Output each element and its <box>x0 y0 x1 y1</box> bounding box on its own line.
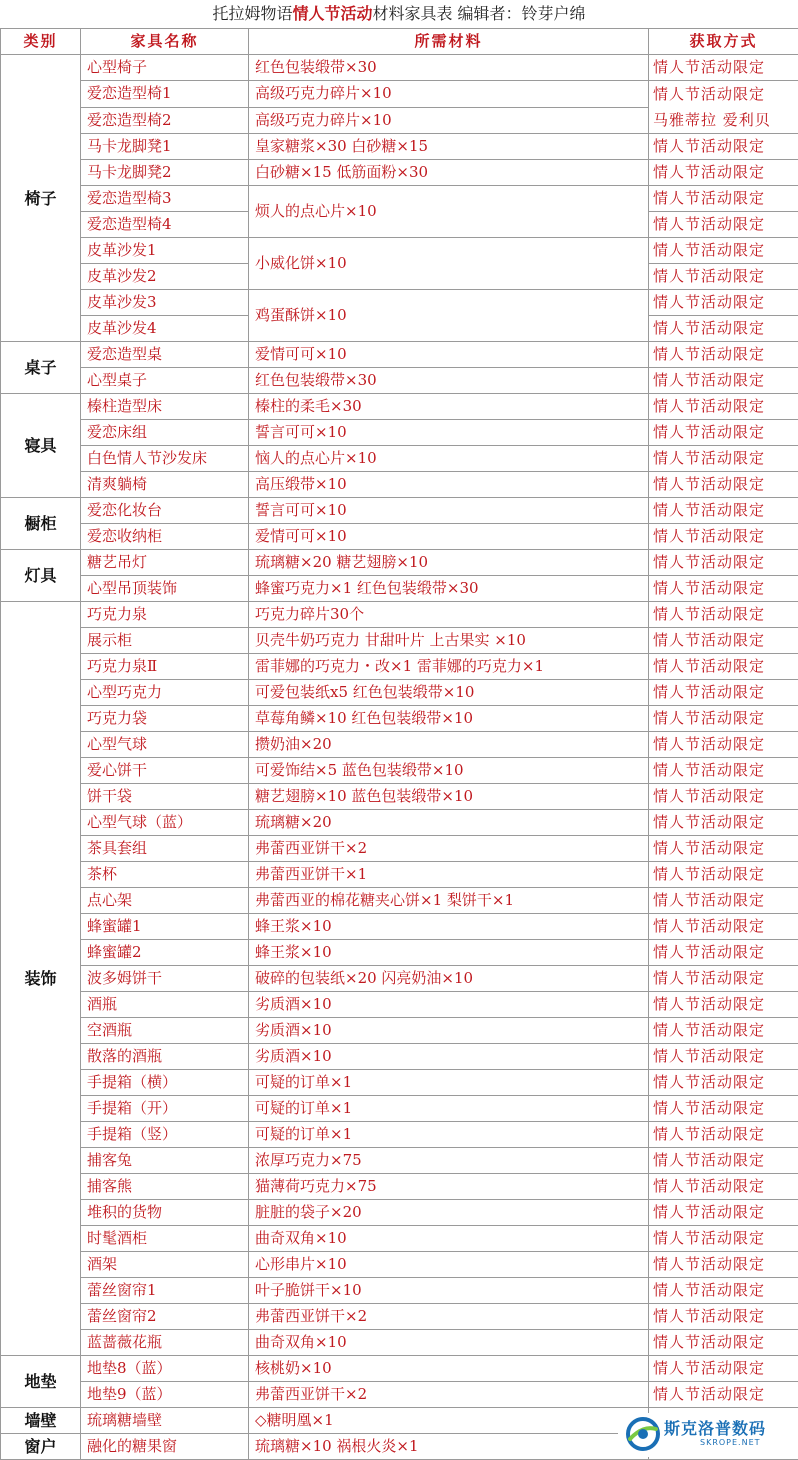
furniture-name: 蜂蜜罐2 <box>81 940 249 966</box>
table-row <box>1 654 798 680</box>
table-row <box>1 628 798 654</box>
source-cell: 情人节活动限定 <box>649 1278 798 1304</box>
furniture-name: 手提箱（竖） <box>81 1122 249 1148</box>
source-cell: 情人节活动限定 <box>649 628 798 654</box>
furniture-name: 爱心饼干 <box>81 758 249 784</box>
source-cell: 情人节活动限定 <box>649 1096 798 1122</box>
source-cell: 情人节活动限定 <box>649 784 798 810</box>
material-cell: 弗蕾西亚饼干×2 <box>249 1304 649 1330</box>
furniture-name: 心型吊顶装饰 <box>81 576 249 602</box>
source-cell: 情人节活动限定 <box>649 498 798 524</box>
source-cell: 情人节活动限定 <box>649 342 798 368</box>
header-materials: 所需材料 <box>249 29 649 55</box>
source-cell: 情人节活动限定 <box>649 1330 798 1356</box>
table-row <box>1 342 798 368</box>
source-cell: 情人节活动限定 <box>649 524 798 550</box>
source-cell: 情人节活动限定 <box>649 1304 798 1330</box>
table-row <box>1 1382 798 1408</box>
table-row <box>1 81 798 108</box>
table-row <box>1 1200 798 1226</box>
table-row <box>1 810 798 836</box>
table-row <box>1 1148 798 1174</box>
category-chair: 椅子 <box>1 55 81 342</box>
furniture-name: 爱恋收纳柜 <box>81 524 249 550</box>
table-row <box>1 420 798 446</box>
furniture-name: 蜂蜜罐1 <box>81 914 249 940</box>
material-cell: 弗蕾西亚饼干×1 <box>249 862 649 888</box>
header-category: 类别 <box>1 29 81 55</box>
material-cell: 爱情可可×10 <box>249 524 649 550</box>
material-cell: 烦人的点心片×10 <box>249 186 649 238</box>
furniture-name: 爱恋床组 <box>81 420 249 446</box>
furniture-name: 茶具套组 <box>81 836 249 862</box>
source-cell: 情人节活动限定 <box>649 654 798 680</box>
material-cell: 誓言可可×10 <box>249 498 649 524</box>
table-row <box>1 55 798 81</box>
material-cell: 劣质酒×10 <box>249 1044 649 1070</box>
table-row <box>1 368 798 394</box>
source-cell: 情人节活动限定 <box>649 680 798 706</box>
material-cell: 弗蕾西亚饼干×2 <box>249 1382 649 1408</box>
material-cell: 誓言可可×10 <box>249 420 649 446</box>
material-cell: 蜂蜜巧克力×1 红色包装缎带×30 <box>249 576 649 602</box>
title-suffix: 材料家具表 编辑者：铃芽户绵 <box>372 4 585 23</box>
material-cell: 琉璃糖×20 糖艺翅膀×10 <box>249 550 649 576</box>
title-highlight: 情人节活动 <box>292 4 372 23</box>
source-line: 情人节活动限定 <box>653 81 798 107</box>
furniture-name: 蓝蔷薇花瓶 <box>81 1330 249 1356</box>
furniture-name: 地垫9（蓝） <box>81 1382 249 1408</box>
material-cell: 糖艺翅膀×10 蓝色包装缎带×10 <box>249 784 649 810</box>
material-cell: 可爱包装纸x5 红色包装缎带×10 <box>249 680 649 706</box>
furniture-name: 地垫8（蓝） <box>81 1356 249 1382</box>
source-cell: 情人节活动限定 <box>649 1200 798 1226</box>
table-row <box>1 1070 798 1096</box>
furniture-name: 马卡龙脚凳2 <box>81 160 249 186</box>
table-row <box>1 1226 798 1252</box>
table-row <box>1 1122 798 1148</box>
table-row <box>1 940 798 966</box>
source-cell: 情人节活动限定 <box>649 420 798 446</box>
table-row <box>1 1304 798 1330</box>
watermark-sub: SKROPE.NET <box>700 1438 761 1447</box>
table-row <box>1 784 798 810</box>
table-row <box>1 576 798 602</box>
furniture-table <box>0 28 798 1460</box>
swirl-logo-icon <box>626 1417 660 1451</box>
furniture-name: 融化的糖果窗 <box>81 1434 249 1460</box>
furniture-name: 爱恋造型椅2 <box>81 107 249 134</box>
material-cell: 琉璃糖×20 <box>249 810 649 836</box>
table-row <box>1 732 798 758</box>
furniture-name: 堆积的货物 <box>81 1200 249 1226</box>
furniture-name: 空酒瓶 <box>81 1018 249 1044</box>
material-cell: 弗蕾西亚的棉花糖夹心饼×1 梨饼干×1 <box>249 888 649 914</box>
furniture-name: 心型椅子 <box>81 55 249 81</box>
source-cell: 情人节活动限定 <box>649 472 798 498</box>
category-table: 桌子 <box>1 342 81 394</box>
table-row <box>1 1018 798 1044</box>
material-cell: 核桃奶×10 <box>249 1356 649 1382</box>
table-row <box>1 394 798 420</box>
source-cell: 情人节活动限定 <box>649 862 798 888</box>
source-cell: 情人节活动限定 <box>649 134 798 160</box>
furniture-name: 清爽躺椅 <box>81 472 249 498</box>
material-cell: 蜂王浆×10 <box>249 914 649 940</box>
source-cell: 情人节活动限定 <box>649 550 798 576</box>
table-row <box>1 550 798 576</box>
table-row <box>1 1356 798 1382</box>
furniture-name: 爱恋造型椅1 <box>81 81 249 108</box>
table-row <box>1 134 798 160</box>
source-cell: 情人节活动限定 <box>649 836 798 862</box>
furniture-name: 蕾丝窗帘2 <box>81 1304 249 1330</box>
table-row <box>1 602 798 628</box>
table-row <box>1 914 798 940</box>
table-row <box>1 290 798 316</box>
material-cell: 攒奶油×20 <box>249 732 649 758</box>
table-row <box>1 680 798 706</box>
category-cabinet: 橱柜 <box>1 498 81 550</box>
furniture-name: 爱恋造型椅4 <box>81 212 249 238</box>
material-cell: 红色包装缎带×30 <box>249 55 649 81</box>
furniture-name: 马卡龙脚凳1 <box>81 134 249 160</box>
source-line: 马雅蒂拉 爱利贝 <box>653 107 798 133</box>
header-name: 家具名称 <box>81 29 249 55</box>
table-row <box>1 992 798 1018</box>
furniture-name: 波多姆饼干 <box>81 966 249 992</box>
furniture-name: 心型气球（蓝） <box>81 810 249 836</box>
source-cell: 情人节活动限定 <box>649 992 798 1018</box>
material-cell: 爱情可可×10 <box>249 342 649 368</box>
source-cell: 情人节活动限定 <box>649 1174 798 1200</box>
source-cell: 情人节活动限定 <box>649 1382 798 1408</box>
source-cell: 情人节活动限定 <box>649 888 798 914</box>
table-row <box>1 498 798 524</box>
source-cell: 情人节活动限定 <box>649 732 798 758</box>
table-row <box>1 758 798 784</box>
material-cell: 高压缎带×10 <box>249 472 649 498</box>
material-cell: 高级巧克力碎片×10 <box>249 81 649 108</box>
table-row <box>1 1044 798 1070</box>
table-row <box>1 1096 798 1122</box>
material-cell: 可疑的订单×1 <box>249 1122 649 1148</box>
category-lamp: 灯具 <box>1 550 81 602</box>
material-cell: 可爱饰结×5 蓝色包装缎带×10 <box>249 758 649 784</box>
material-cell: 浓厚巧克力×75 <box>249 1148 649 1174</box>
source-cell: 情人节活动限定 <box>649 55 798 81</box>
material-cell: 白砂糖×15 低筋面粉×30 <box>249 160 649 186</box>
table-row <box>1 472 798 498</box>
table-row <box>1 446 798 472</box>
source-cell: 情人节活动限定 <box>649 706 798 732</box>
category-bed: 寝具 <box>1 394 81 498</box>
title-prefix: 托拉姆物语 <box>212 4 292 23</box>
material-cell: 可疑的订单×1 <box>249 1070 649 1096</box>
table-row <box>1 160 798 186</box>
furniture-name: 酒瓶 <box>81 992 249 1018</box>
source-cell: 情人节活动限定 <box>649 1356 798 1382</box>
source-cell: 情人节活动限定 <box>649 264 798 290</box>
material-cell: 草莓角鳞×10 红色包装缎带×10 <box>249 706 649 732</box>
furniture-name: 爱恋造型桌 <box>81 342 249 368</box>
material-cell: 雷菲娜的巧克力・改×1 雷菲娜的巧克力×1 <box>249 654 649 680</box>
material-cell: ◇糖明凰×1 <box>249 1408 649 1434</box>
furniture-name: 散落的酒瓶 <box>81 1044 249 1070</box>
furniture-name: 心型桌子 <box>81 368 249 394</box>
material-cell: 弗蕾西亚饼干×2 <box>249 836 649 862</box>
source-cell: 情人节活动限定 <box>649 966 798 992</box>
furniture-name: 巧克力袋 <box>81 706 249 732</box>
material-cell: 曲奇双角×10 <box>249 1226 649 1252</box>
furniture-name: 心型巧克力 <box>81 680 249 706</box>
source-cell: 情人节活动限定 <box>649 758 798 784</box>
material-cell: 鸡蛋酥饼×10 <box>249 290 649 342</box>
source-cell: 情人节活动限定 <box>649 940 798 966</box>
material-cell: 巧克力碎片30个 <box>249 602 649 628</box>
material-cell: 破碎的包装纸×20 闪亮奶油×10 <box>249 966 649 992</box>
furniture-name: 巧克力泉Ⅱ <box>81 654 249 680</box>
furniture-name: 糖艺吊灯 <box>81 550 249 576</box>
source-cell: 情人节活动限定 <box>649 238 798 264</box>
source-cell: 情人节活动限定 <box>649 576 798 602</box>
source-cell: 情人节活动限定 <box>649 1070 798 1096</box>
source-cell: 情人节活动限定 <box>649 186 798 212</box>
material-cell: 贝壳牛奶巧克力 甘甜叶片 上古果实 ×10 <box>249 628 649 654</box>
table-row <box>1 186 798 212</box>
table-row <box>1 1278 798 1304</box>
source-cell: 情人节活动限定 <box>649 160 798 186</box>
material-cell: 可疑的订单×1 <box>249 1096 649 1122</box>
source-cell: 情人节活动限定 <box>649 212 798 238</box>
category-rug: 地垫 <box>1 1356 81 1408</box>
furniture-name: 皮革沙发2 <box>81 264 249 290</box>
source-cell: 情人节活动限定 <box>649 914 798 940</box>
furniture-name: 手提箱（横） <box>81 1070 249 1096</box>
material-cell: 劣质酒×10 <box>249 992 649 1018</box>
furniture-name: 巧克力泉 <box>81 602 249 628</box>
table-header-row <box>1 29 798 55</box>
source-cell: 情人节活动限定 <box>649 1148 798 1174</box>
table-row <box>1 888 798 914</box>
table-row <box>1 1174 798 1200</box>
table-row <box>1 524 798 550</box>
table-row <box>1 706 798 732</box>
source-cell: 情人节活动限定 <box>649 602 798 628</box>
table-row <box>1 1252 798 1278</box>
furniture-name: 榛柱造型床 <box>81 394 249 420</box>
furniture-name: 白色情人节沙发床 <box>81 446 249 472</box>
table-row <box>1 1330 798 1356</box>
furniture-name: 蕾丝窗帘1 <box>81 1278 249 1304</box>
material-cell: 叶子脆饼干×10 <box>249 1278 649 1304</box>
furniture-name: 展示柜 <box>81 628 249 654</box>
source-cell <box>649 81 798 134</box>
header-source: 获取方式 <box>649 29 798 55</box>
furniture-name: 饼干袋 <box>81 784 249 810</box>
furniture-name: 时髦酒柜 <box>81 1226 249 1252</box>
source-cell: 情人节活动限定 <box>649 810 798 836</box>
source-cell: 情人节活动限定 <box>649 1122 798 1148</box>
material-cell: 恼人的点心片×10 <box>249 446 649 472</box>
category-wall: 墙壁 <box>1 1408 81 1434</box>
table-row <box>1 966 798 992</box>
furniture-name: 点心架 <box>81 888 249 914</box>
material-cell: 红色包装缎带×30 <box>249 368 649 394</box>
furniture-name: 琉璃糖墙壁 <box>81 1408 249 1434</box>
material-cell: 琉璃糖×10 祸根火炎×1 <box>249 1434 649 1460</box>
material-cell: 曲奇双角×10 <box>249 1330 649 1356</box>
material-cell: 蜂王浆×10 <box>249 940 649 966</box>
watermark-logo <box>618 1413 798 1457</box>
material-cell: 榛柱的柔毛×30 <box>249 394 649 420</box>
furniture-name: 皮革沙发1 <box>81 238 249 264</box>
source-cell: 情人节活动限定 <box>649 1226 798 1252</box>
source-cell: 情人节活动限定 <box>649 446 798 472</box>
material-cell: 心形串片×10 <box>249 1252 649 1278</box>
furniture-name: 酒架 <box>81 1252 249 1278</box>
source-cell: 情人节活动限定 <box>649 368 798 394</box>
furniture-name: 捕客兔 <box>81 1148 249 1174</box>
furniture-name: 捕客熊 <box>81 1174 249 1200</box>
category-window: 窗户 <box>1 1434 81 1460</box>
material-cell: 小威化饼×10 <box>249 238 649 290</box>
furniture-name: 爱恋造型椅3 <box>81 186 249 212</box>
furniture-name: 茶杯 <box>81 862 249 888</box>
furniture-name: 爱恋化妆台 <box>81 498 249 524</box>
material-cell: 脏脏的袋子×20 <box>249 1200 649 1226</box>
table-row <box>1 836 798 862</box>
source-cell: 情人节活动限定 <box>649 1044 798 1070</box>
source-cell: 情人节活动限定 <box>649 316 798 342</box>
source-cell: 情人节活动限定 <box>649 394 798 420</box>
furniture-name: 皮革沙发3 <box>81 290 249 316</box>
material-cell: 猫薄荷巧克力×75 <box>249 1174 649 1200</box>
material-cell: 高级巧克力碎片×10 <box>249 107 649 134</box>
source-cell: 情人节活动限定 <box>649 1018 798 1044</box>
table-row <box>1 862 798 888</box>
furniture-name: 手提箱（开） <box>81 1096 249 1122</box>
source-cell: 情人节活动限定 <box>649 290 798 316</box>
material-cell: 皇家糖浆×30 白砂糖×15 <box>249 134 649 160</box>
watermark-main: 斯克洛普数码 <box>664 1416 766 1439</box>
table-row <box>1 238 798 264</box>
furniture-name: 皮革沙发4 <box>81 316 249 342</box>
furniture-name: 心型气球 <box>81 732 249 758</box>
category-decor: 装饰 <box>1 602 81 1356</box>
material-cell: 劣质酒×10 <box>249 1018 649 1044</box>
source-cell: 情人节活动限定 <box>649 1252 798 1278</box>
page-title <box>0 0 798 28</box>
